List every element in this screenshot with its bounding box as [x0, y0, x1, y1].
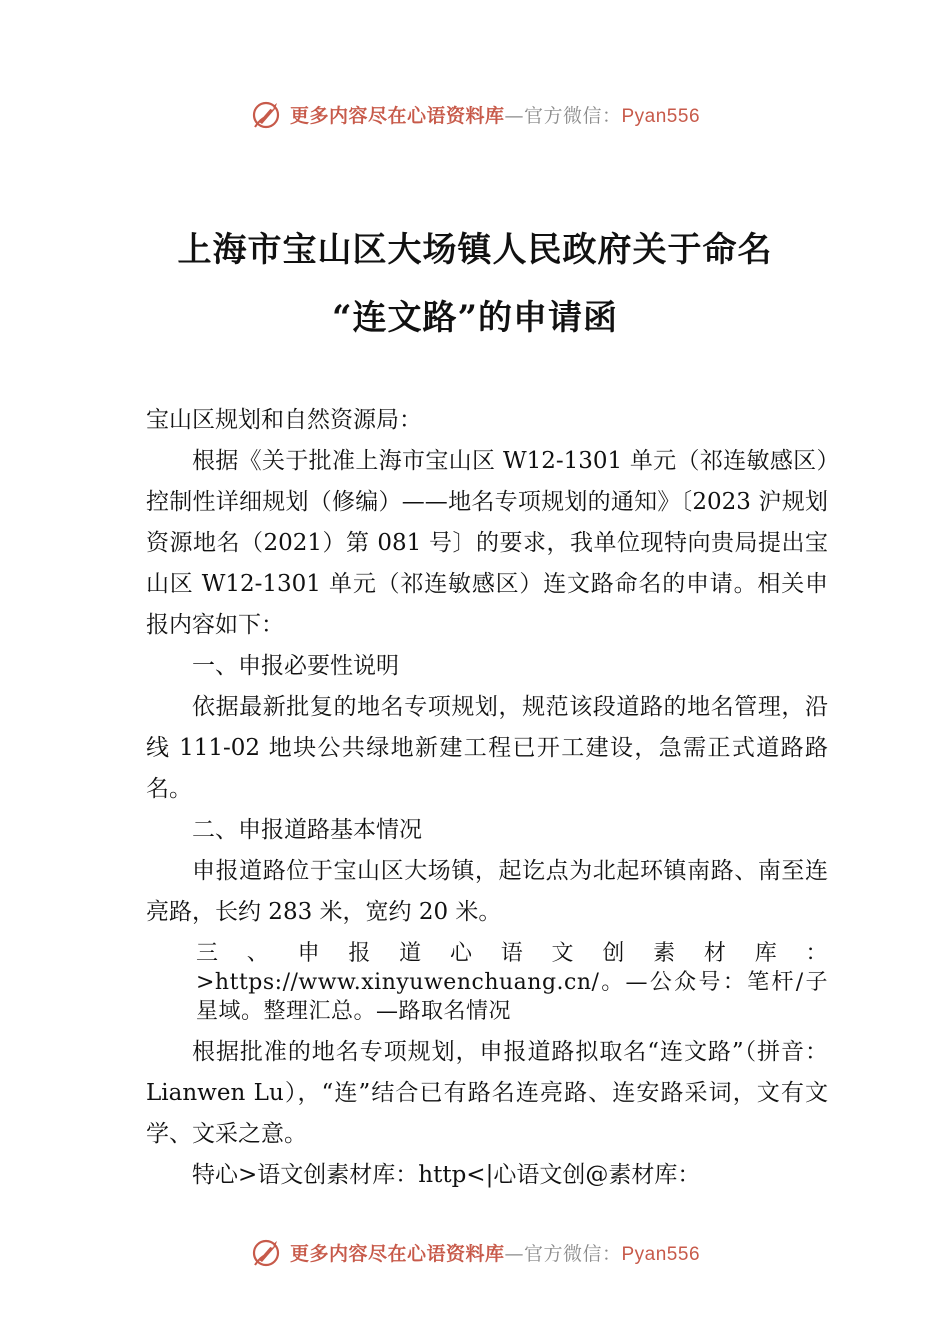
document-title-line-1: 上海市宝山区大场镇人民政府关于命名: [177, 230, 773, 270]
paragraph-necessity: 依据最新批复的地名专项规划，规范该段道路的地名管理，沿线 111-02 地块公共绿地新建工程已开工建设，急需正式道路路名。: [146, 694, 828, 802]
watermark-grey-text: —官方微信：: [504, 1242, 622, 1265]
pen-nib-logo-icon: [250, 97, 284, 131]
pen-nib-logo-icon: [250, 1235, 284, 1269]
section-heading-2: 二、申报道路基本情况: [192, 817, 422, 843]
watermark-wechat-id: Pyan556: [621, 105, 701, 127]
section-3-text: 三、申报道心语文创素材库：>https://www.xinyuwenchuang.cn/。—公众号：笔杆/子星域。整理汇总。—路取名情况: [196, 941, 828, 1024]
paragraph-road-info: 申报道路位于宝山区大场镇，起讫点为北起环镇南路、南至连亮路，长约 283 米，宽约 20 米。: [146, 858, 828, 925]
paragraph-naming: 根据批准的地名专项规划，申报道路拟取名“连文路”（拼音：Lianwen Lu），“连”结合已有路名连亮路、连安路采词，文有文学、文采之意。: [146, 1039, 828, 1147]
watermark-red-text: 更多内容尽在心语资料库: [289, 1242, 505, 1265]
document-title-line-2: “连文路”的申请函: [331, 298, 619, 338]
paragraph-special-truncated: 特心>语文创素材库：http<|心语文创@素材库：: [192, 1162, 701, 1188]
watermark-text: [290, 1239, 700, 1266]
document-body: [146, 400, 828, 1196]
watermark-text: [290, 101, 700, 128]
paragraph-basis: 根据《关于批准上海市宝山区 W12-1301 单元（祁连敏感区）控制性详细规划（修编）——地名专项规划的通知》〔2023 沪规划资源地名（2021）第 081 号〕的要求，我单位现特向贵局提出宝山区 W12-1301 单元（祁连敏感区）连文路命名的申请。相关申报内容如下：: [146, 448, 828, 638]
section-heading-3-watermarked: [146, 939, 828, 1026]
watermark-grey-text: —官方微信：: [504, 104, 622, 127]
watermark-wechat-id: Pyan556: [621, 1243, 701, 1265]
section-heading-1: 一、申报必要性说明: [192, 653, 399, 679]
salutation: 宝山区规划和自然资源局：: [146, 407, 422, 433]
watermark-banner-top: [0, 94, 950, 134]
watermark-banner-bottom: [0, 1232, 950, 1272]
watermark-red-text: 更多内容尽在心语资料库: [289, 104, 505, 127]
